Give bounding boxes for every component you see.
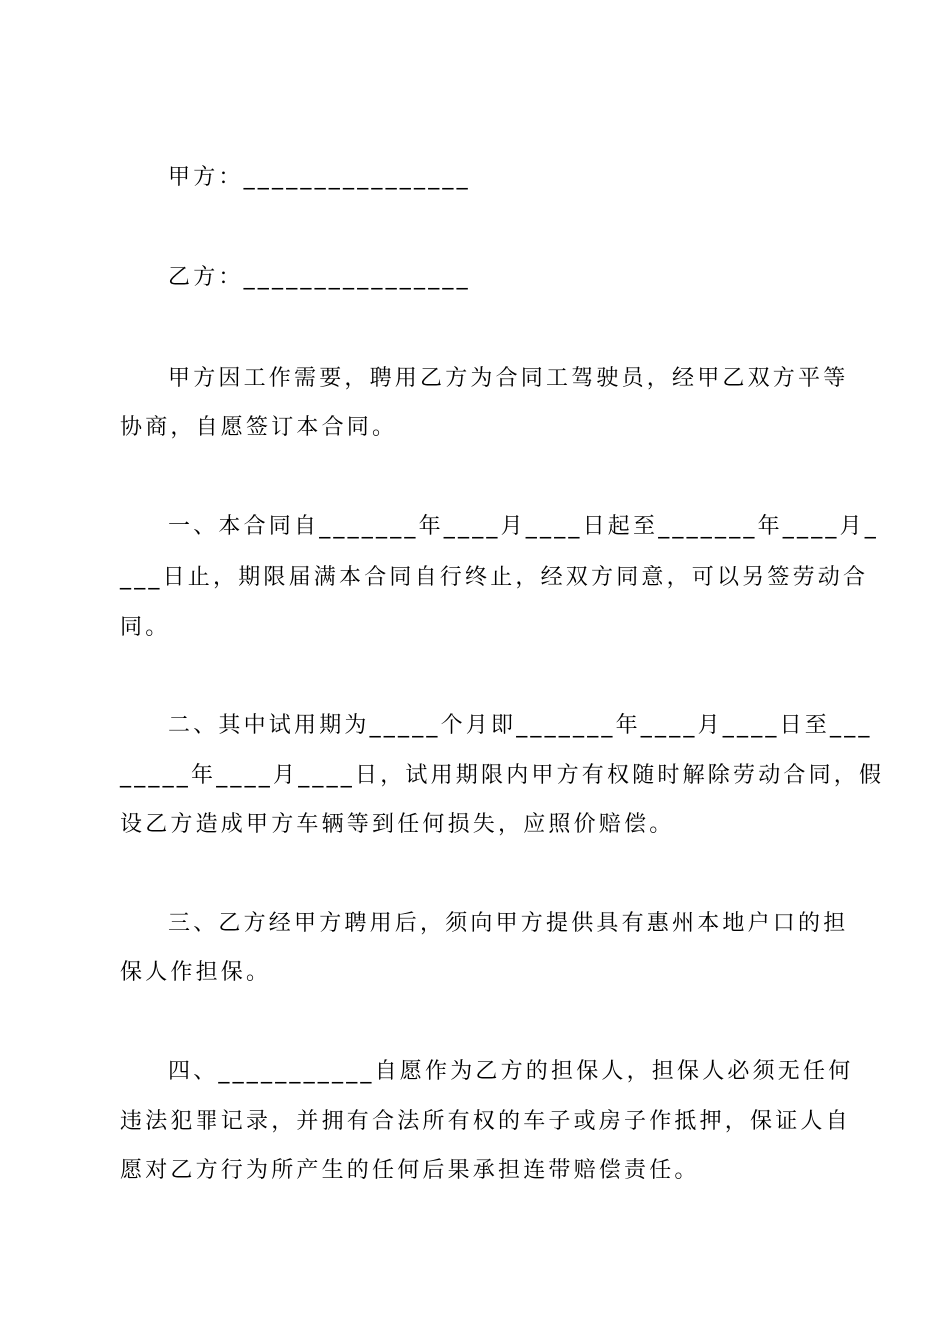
clause4-line-2: 违法犯罪记录，并拥有合法所有权的车子或房子作抵押，保证人自 — [120, 1109, 851, 1134]
clause3-line-1: 三、乙方经甲方聘用后，须向甲方提供具有惠州本地户口的担 — [168, 911, 849, 936]
intro-line-1: 甲方因工作需要，聘用乙方为合同工驾驶员，经甲乙双方平等 — [168, 366, 849, 391]
party-a-line: 甲方：________________ — [168, 165, 471, 190]
clause1-line-3: 同。 — [120, 615, 171, 640]
clause3-line-2: 保人作担保。 — [120, 960, 272, 985]
clause1-line-1: 一、本合同自_______年____月____日起至_______年____月_ — [168, 514, 880, 539]
intro-line-2: 协商，自愿签订本合同。 — [120, 415, 398, 440]
clause4-line-3: 愿对乙方行为所产生的任何后果承担连带赔偿责任。 — [120, 1158, 700, 1183]
clause1-line-2: ___日止，期限届满本合同自行终止，经双方同意，可以另签劳动合 — [120, 565, 869, 590]
clause4-line-1: 四、___________自愿作为乙方的担保人，担保人必须无任何 — [168, 1059, 854, 1084]
clause2-line-2: _____年____月____日，试用期限内甲方有权随时解除劳动合同，假 — [120, 763, 885, 788]
clause2-line-3: 设乙方造成甲方车辆等到任何损失，应照价赔偿。 — [120, 812, 675, 837]
clause2-line-1: 二、其中试用期为_____个月即_______年____月____日至___ — [168, 713, 873, 738]
party-b-line: 乙方：________________ — [168, 265, 471, 290]
